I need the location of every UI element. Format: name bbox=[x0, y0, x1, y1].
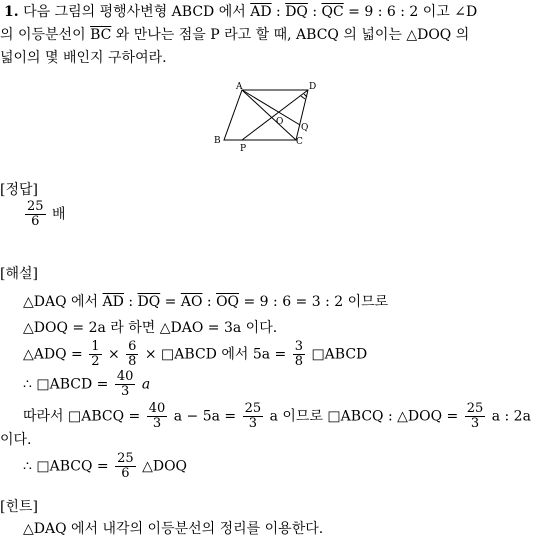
frac-num: 6 bbox=[128, 339, 137, 354]
parallelogram-figure bbox=[212, 80, 324, 156]
frac-den: 3 bbox=[470, 416, 480, 431]
exp-colon-2: : bbox=[206, 294, 212, 310]
problem-number: 1. bbox=[4, 4, 19, 20]
colon-2: : bbox=[312, 4, 318, 20]
frac-num: 25 bbox=[117, 451, 134, 466]
exp-l5-frac-1 bbox=[147, 402, 168, 431]
exp-l3-frac-1 bbox=[89, 340, 101, 369]
exp-l4-frac bbox=[115, 370, 136, 399]
frac-den: 3 bbox=[120, 384, 130, 399]
label-d: D bbox=[309, 82, 317, 92]
label-q: Q bbox=[301, 123, 309, 133]
hint-text: △DAQ 에서 내각의 이등분선의 정리를 이용한다. bbox=[23, 521, 324, 537]
exp-l7-a: ∴ □ABCQ = bbox=[23, 458, 109, 475]
exp-l3-b: × □ABCD 에서 5a = bbox=[144, 346, 287, 363]
frac-den: 6 bbox=[121, 466, 130, 481]
exp-l5-frac-2 bbox=[243, 402, 264, 431]
explanation-line-7 bbox=[23, 452, 187, 481]
answer-numerator: 25 bbox=[27, 199, 44, 214]
frac-num: 40 bbox=[148, 401, 166, 416]
problem-line-2 bbox=[0, 25, 469, 45]
label-o: O bbox=[276, 117, 284, 127]
exp-l4-b: a bbox=[141, 376, 151, 393]
frac-den: 2 bbox=[91, 354, 100, 369]
explanation-line-3 bbox=[23, 340, 367, 369]
exp-l1-b: = 9 : 6 = 3 : 2 이므로 bbox=[243, 294, 389, 310]
answer-fraction bbox=[25, 200, 46, 229]
answer-denominator: 6 bbox=[31, 214, 40, 229]
explanation-line-4 bbox=[23, 370, 150, 399]
explanation-line-2: △DOQ = 2a 라 하면 △DAO = 3a 이다. bbox=[23, 320, 278, 336]
problem-text-1a: 다음 그림의 평행사변형 ABCD 에서 bbox=[23, 4, 246, 20]
explanation-line-5 bbox=[23, 402, 531, 431]
exp-l5-frac-3 bbox=[465, 402, 486, 431]
exp-seg-dq: $\overline{DQ}$ bbox=[137, 294, 161, 310]
exp-l1-a: △DAQ 에서 bbox=[23, 294, 99, 310]
explanation-line-6: 이다. bbox=[0, 432, 32, 448]
angle-mark-1 bbox=[301, 96, 305, 99]
frac-den: 3 bbox=[248, 416, 258, 431]
exp-l5-d: a : 2a bbox=[491, 408, 531, 425]
segment-qc: $\overline{QC}$ bbox=[321, 4, 344, 20]
exp-l3-c: □ABCD bbox=[311, 346, 368, 363]
diagonal-ac bbox=[242, 90, 296, 140]
exp-l7-frac bbox=[115, 452, 136, 481]
label-c: C bbox=[296, 137, 303, 147]
exp-l3-a: △ADQ = bbox=[23, 346, 83, 363]
problem-text-3: 넓이의 몇 배인지 구하여라. bbox=[0, 50, 167, 66]
problem-text-2b: 와 만나는 점을 P 라고 할 때, ABCQ 의 넓이는 △DOQ 의 bbox=[115, 27, 470, 43]
parallelogram-shape bbox=[224, 90, 308, 140]
problem-line-3 bbox=[0, 48, 167, 68]
label-a: A bbox=[236, 82, 243, 92]
frac-den: 8 bbox=[128, 354, 137, 369]
ratio-text: = 9 : 6 : 2 이고 ∠D bbox=[348, 4, 478, 20]
frac-num: 3 bbox=[294, 339, 303, 354]
frac-num: 40 bbox=[116, 369, 134, 384]
exp-l4-a: ∴ □ABCD = bbox=[23, 376, 109, 393]
frac-num: 25 bbox=[244, 401, 262, 416]
answer-header: [정답] bbox=[0, 182, 38, 198]
exp-seg-ao: $\overline{AO}$ bbox=[180, 294, 203, 310]
exp-eq: = bbox=[164, 294, 177, 310]
exp-l3-frac-3 bbox=[293, 340, 305, 369]
label-p: P bbox=[240, 144, 247, 154]
answer-line bbox=[23, 200, 66, 229]
frac-num: 25 bbox=[466, 401, 484, 416]
explanation-header: [해설] bbox=[0, 266, 38, 282]
exp-l7-b: △DOQ bbox=[142, 458, 188, 475]
exp-seg-oq: $\overline{OQ}$ bbox=[216, 294, 240, 310]
label-b: B bbox=[214, 136, 221, 146]
problem-line-1 bbox=[4, 2, 477, 22]
exp-l5-a: 따라서 □ABCQ = bbox=[23, 408, 141, 425]
problem-text-2a: 의 이등분선이 bbox=[0, 27, 86, 43]
hint-header: [힌트] bbox=[0, 499, 38, 515]
answer-unit: 배 bbox=[52, 206, 66, 223]
exp-colon-1: : bbox=[128, 294, 134, 310]
segment-ad: $\overline{AD}$ bbox=[250, 4, 272, 20]
frac-num: 1 bbox=[91, 339, 100, 354]
segment-bc: $\overline{BC}$ bbox=[90, 27, 112, 43]
segment-aq bbox=[242, 90, 300, 125]
exp-l3-times: × bbox=[107, 346, 120, 363]
exp-l5-b: a − 5a = bbox=[173, 408, 237, 425]
explanation-line-1 bbox=[23, 292, 388, 312]
frac-den: 8 bbox=[294, 354, 303, 369]
exp-l3-frac-2 bbox=[126, 340, 138, 369]
exp-seg-ad: $\overline{AD}$ bbox=[102, 294, 124, 310]
exp-l5-c: a 이므로 □ABCQ : △DOQ = bbox=[269, 408, 459, 425]
colon-1: : bbox=[276, 4, 281, 20]
segment-dq: $\overline{DQ}$ bbox=[285, 4, 308, 20]
frac-den: 3 bbox=[152, 416, 162, 431]
